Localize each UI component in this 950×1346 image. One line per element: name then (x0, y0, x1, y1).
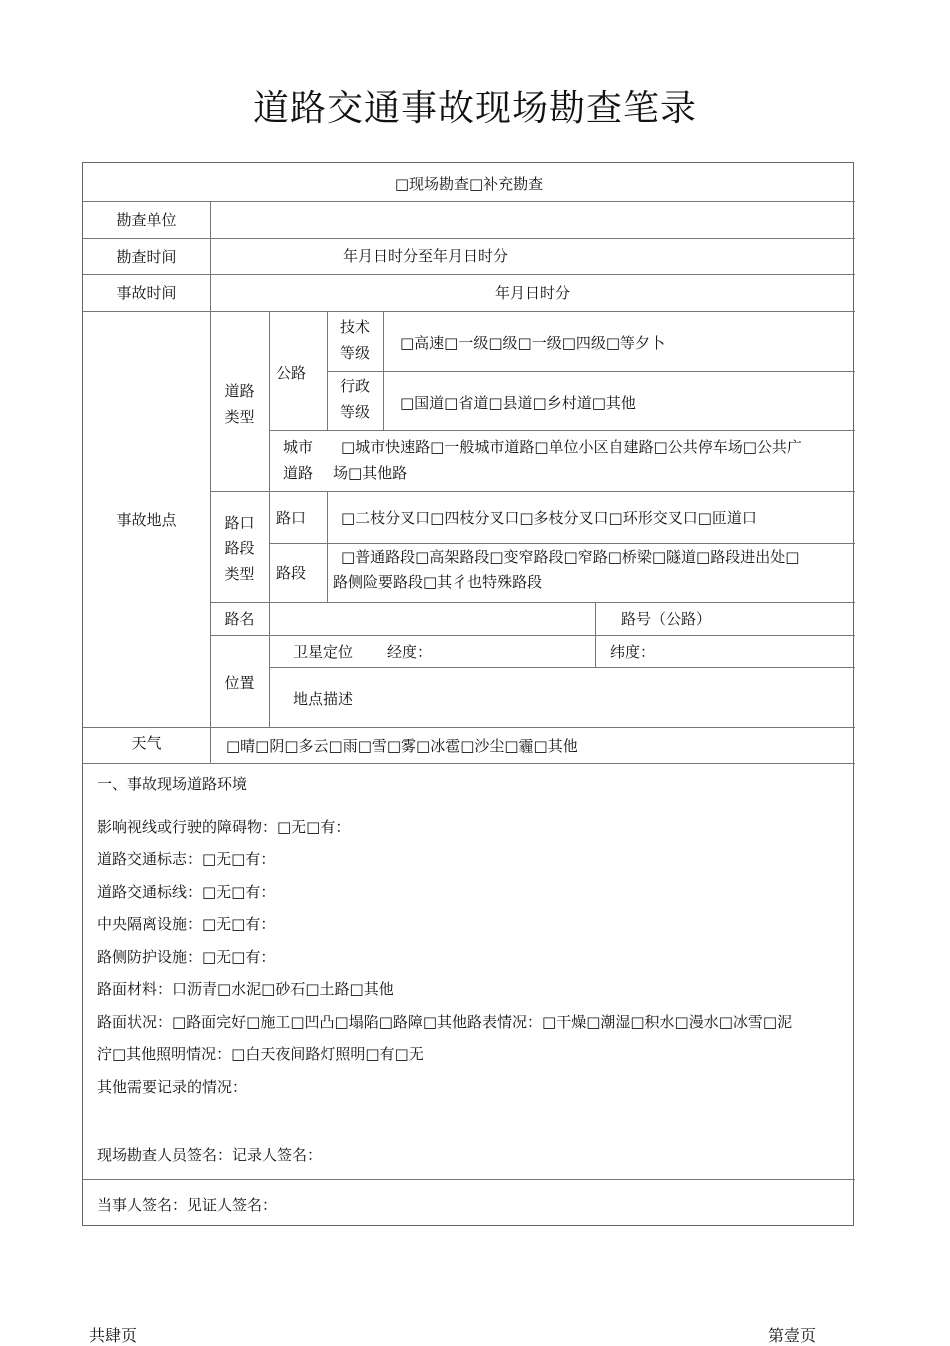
page-number: 第壹页 (768, 1326, 817, 1345)
gps-label: 卫星定位 (293, 643, 354, 661)
section-type-label-3: 类型 (224, 565, 255, 583)
accident-time-value[interactable]: 年月日时分 (494, 284, 570, 302)
survey-time-label: 勘查时间 (116, 248, 177, 266)
city-road-label-2: 道路 (282, 464, 313, 482)
highway-label: 公路 (276, 364, 307, 382)
env-heading: 一、事故现场道路环境 (97, 775, 248, 793)
survey-type-options[interactable]: □现场勘查□补充勘查 (394, 175, 544, 193)
section-type-label-1: 路口 (224, 514, 255, 532)
unit-label: 勘查单位 (116, 211, 177, 229)
location-description-label[interactable]: 地点描述 (293, 690, 354, 708)
latitude-label[interactable]: 纬度： (610, 643, 656, 661)
survey-time-value[interactable]: 年月日时分至年月日时分 (343, 247, 509, 265)
road-type-label-1: 道路 (224, 382, 255, 400)
road-number-label: 路号（公路） (621, 610, 712, 628)
intersection-options[interactable]: □二枝分叉口□四枝分叉口□多枝分叉口□环形交叉口□匝道口 (341, 509, 757, 527)
env-line[interactable]: 其他需要记录的情况： (97, 1078, 248, 1096)
section-type-label-2: 路段 (224, 539, 255, 557)
admin-grade-options[interactable]: □国道□省道□县道□乡村道□其他 (400, 394, 636, 412)
signature-surveyor[interactable]: 现场勘查人员签名：记录人签名： (97, 1146, 323, 1164)
env-line[interactable]: 道路交通标志：□无□有： (97, 850, 276, 868)
accident-time-label: 事故时间 (116, 284, 177, 302)
env-line[interactable]: 中央隔离设施：□无□有： (97, 915, 276, 933)
total-pages: 共肆页 (89, 1326, 138, 1345)
position-label: 位置 (224, 674, 255, 692)
city-road-options-line-1[interactable]: □城市快速路□一般城市道路□单位小区自建路□公共停车场□公共广 (341, 438, 802, 456)
tech-grade-label-1: 技术 (339, 318, 370, 336)
weather-options[interactable]: □晴□阴□多云□雨□雪□雾□冰雹□沙尘□霾□其他 (226, 737, 578, 755)
intersection-label: 路口 (276, 509, 307, 527)
admin-grade-label-2: 等级 (339, 403, 370, 421)
segment-options-line-2[interactable]: 路侧险要路段□其彳也特殊路段 (333, 573, 543, 591)
segment-options-line-1[interactable]: □普通路段□高架路段□变窄路段□窄路□桥梁□隧道□路段进出处□ (341, 548, 800, 566)
road-name-label: 路名 (224, 610, 255, 628)
road-type-label-2: 类型 (224, 408, 255, 426)
longitude-label[interactable]: 经度： (387, 643, 433, 661)
page-title: 道路交通事故现场勘查笔录 (252, 88, 697, 129)
tech-grade-label-2: 等级 (339, 344, 370, 362)
weather-label: 天气 (131, 734, 162, 752)
city-road-label-1: 城市 (282, 438, 313, 456)
survey-form (82, 162, 854, 1226)
signature-parties[interactable]: 当事人签名：见证人签名： (97, 1196, 278, 1214)
env-line[interactable]: 路侧防护设施：□无□有： (97, 948, 276, 966)
admin-grade-label-1: 行政 (339, 377, 370, 395)
env-line[interactable]: 道路交通标线：□无□有： (97, 883, 276, 901)
env-line[interactable]: 泞□其他照明情况：□白天夜间路灯照明□有□无 (97, 1045, 424, 1063)
env-line[interactable]: 影响视线或行驶的障碍物：□无□有： (97, 818, 351, 836)
env-line[interactable]: 路面材料：口沥青□水泥□砂石□土路□其他 (97, 980, 394, 998)
city-road-options-line-2[interactable]: 场□其他路 (333, 464, 408, 482)
env-line[interactable]: 路面状况：□路面完好□施工□凹凸□塌陷□路障□其他路表情况：□干燥□潮湿□积水□漫水□冰雪□泥 (97, 1013, 793, 1031)
tech-grade-options[interactable]: □高速□一级□级□一级□四级□等夕卜 (400, 334, 666, 352)
segment-label: 路段 (276, 564, 307, 582)
location-label: 事故地点 (116, 511, 177, 529)
